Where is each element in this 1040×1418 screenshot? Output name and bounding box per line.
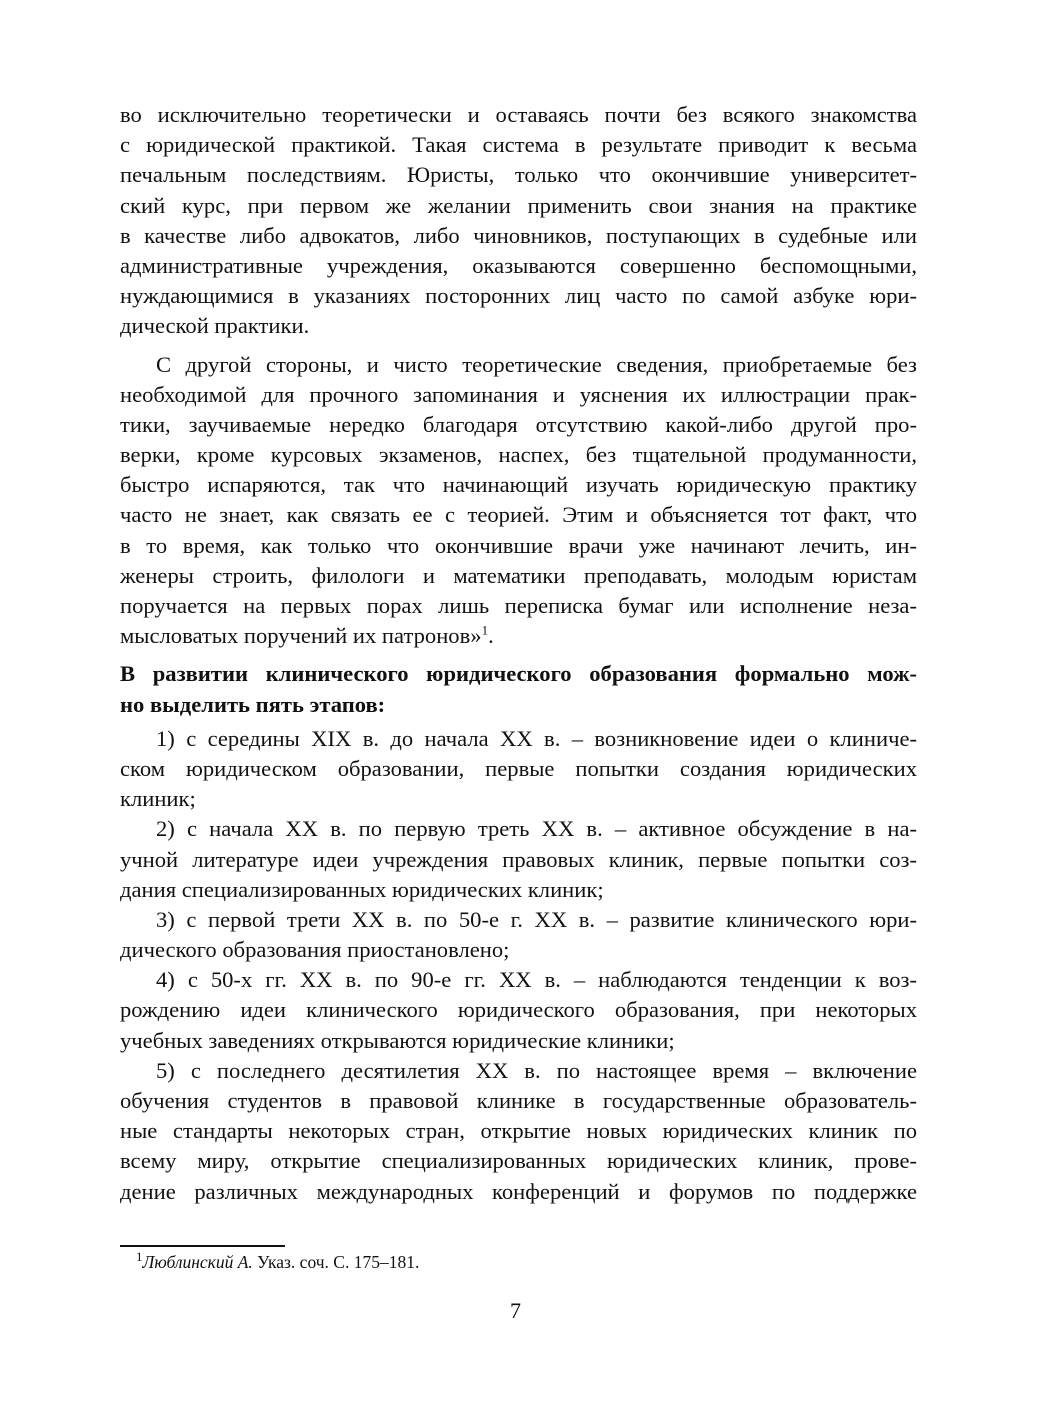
paragraph — [120, 100, 917, 342]
text-line: в то время, как только что окончившие врачи уже начинают лечить, ин- — [120, 532, 917, 558]
text-line: дания специализированных юридических клиник; — [120, 876, 604, 902]
footnote-number: 1 — [136, 1249, 143, 1265]
text-line: но выделить пять этапов: — [120, 691, 386, 717]
text-line: административные учреждения, оказываются совершенно беспомощными, — [120, 252, 917, 278]
text-line: учебных заведениях открываются юридические клиники; — [120, 1027, 675, 1053]
text-line: всему миру, открытие специализированных юридических клиник, прове- — [120, 1148, 917, 1174]
text-line: ский курс, при первом же желании применить свои знания на практике — [120, 192, 917, 218]
text-line: в качестве либо адвокатов, либо чиновников, поступающих в судебные или — [120, 222, 917, 248]
text-line: 4) с 50-х гг. XX в. по 90-е гг. XX в. – наблюдаются тенденции к воз- — [156, 967, 917, 993]
text-line: тики, заучиваемые нередко благодаря отсутствию какой-либо другой про- — [120, 411, 917, 437]
text-line: часто не знает, как связать ее с теорией. Этим и объясняется тот факт, что — [120, 502, 917, 528]
paragraph — [120, 350, 917, 652]
footnote-divider — [120, 1245, 285, 1247]
text-line: рождению идеи клинического юридического образования, при некоторых — [120, 997, 917, 1023]
text-line: поручается на первых порах лишь переписка бумаг или исполнение неза- — [120, 593, 917, 618]
paragraph-gap — [120, 651, 917, 659]
text-line: мысловатых поручений их патронов»$^1$. — [120, 622, 494, 649]
text-line: женеры строить, филологи и математики преподавать, молодым юристам — [120, 562, 917, 588]
text-line: клиник; — [120, 786, 196, 812]
text-line: 1) с середины XIX в. до начала XX в. – возникновение идеи о клиниче- — [156, 725, 917, 751]
footnote-text: Указ. соч. С. 175–181. — [252, 1252, 420, 1272]
text-line: 2) с начала XX в. по первую треть XX в. – активное обсуждение в на- — [156, 816, 917, 842]
text-line: 5) с последнего десятилетия XX в. по настоящее время – включение — [156, 1057, 917, 1083]
text-line: необходимой для прочного запоминания и уяснения их иллюстрации прак- — [120, 381, 917, 407]
paragraph — [120, 814, 917, 905]
paragraph — [120, 965, 917, 1056]
footnote-reference[interactable]: 1 — [481, 622, 489, 638]
footnote-author: Люблинский А. — [142, 1252, 253, 1272]
text-line: дение различных международных конференций и форумов по поддержке — [120, 1178, 917, 1204]
section-heading — [120, 659, 917, 719]
text-line: быстро испаряются, так что начинающий изучать юридическую практику — [120, 472, 917, 498]
text-line: нуждающимися в указаниях посторонних лиц часто по самой азбуке юри- — [120, 283, 917, 309]
text-line: В развитии клинического юридического образования формально мож- — [120, 661, 917, 687]
paragraph-gap — [120, 342, 917, 350]
text-line: 3) с первой трети XX в. по 50-е г. XX в. – развитие клинического юри- — [156, 906, 917, 932]
paragraph — [120, 724, 917, 815]
text-line: во исключительно теоретически и оставаясь почти без всякого знакомства — [120, 102, 917, 127]
text-line: С другой стороны, и чисто теоретические сведения, приобретаемые без — [156, 351, 917, 377]
page-number: 7 — [510, 1298, 521, 1323]
footnote — [136, 1249, 420, 1273]
paragraph — [120, 1056, 917, 1207]
text-line: ском юридическом образовании, первые попытки создания юридических — [120, 755, 917, 781]
text-line: обучения студентов в правовой клинике в государственные образователь- — [120, 1088, 917, 1113]
text-line: верки, кроме курсовых экзаменов, наспех, без тщательной продуманности, — [120, 442, 917, 468]
text-line: дического образования приостановлено; — [120, 937, 510, 963]
paragraph — [120, 905, 917, 965]
text-line: ные стандарты некоторых стран, открытие новых юридических клиник по — [120, 1118, 917, 1144]
text-line: с юридической практикой. Такая система в результате приводит к весьма — [120, 132, 917, 158]
text-line: учной литературе идеи учреждения правовых клиник, первые попытки соз- — [120, 846, 917, 872]
text-line: дической практики. — [120, 313, 310, 339]
body-text — [120, 100, 917, 1207]
text-line: печальным последствиям. Юристы, только что окончившие университет- — [120, 162, 917, 188]
